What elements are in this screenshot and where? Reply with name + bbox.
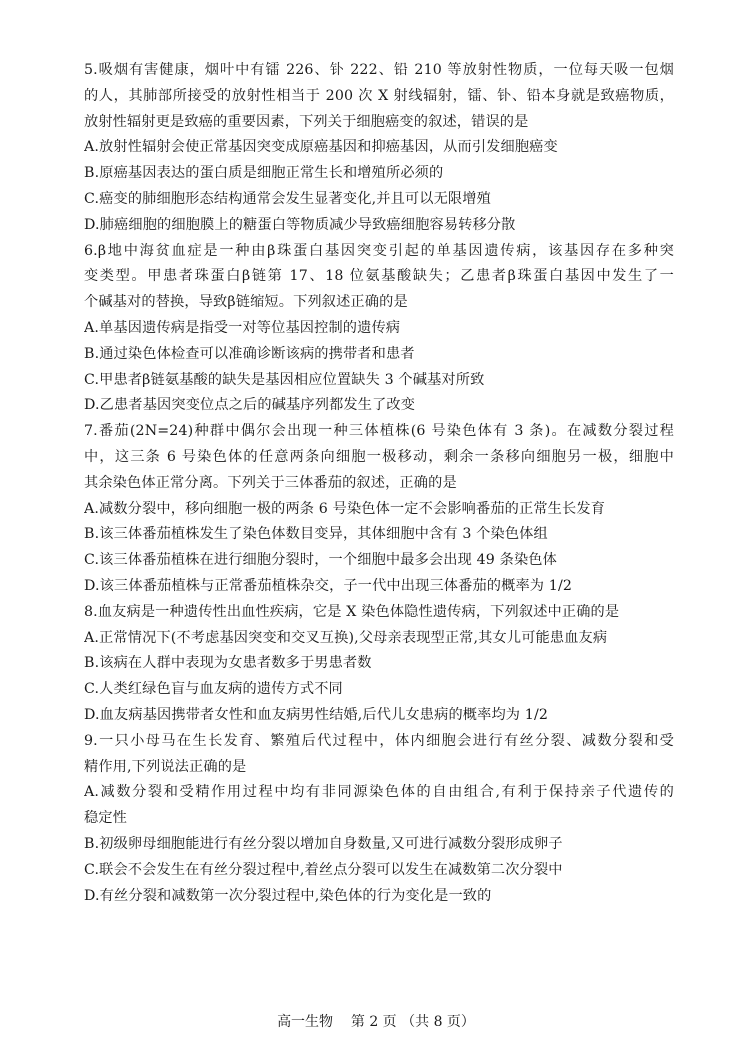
exam-content — [84, 58, 674, 909]
question-5-stem-line-1: 5.吸烟有害健康，烟叶中有镭 226、钋 222、铅 210 等放射性物质，一位每天吸一包烟 — [84, 62, 674, 78]
question-7-option-d: D.该三体番茄植株与正常番茄植株杂交，子一代中出现三体番茄的概率为 1/2 — [84, 577, 573, 594]
question-9-stem-line-2: 精作用,下列说法正确的是 — [84, 758, 247, 775]
question-5-option-d: D.肺癌细胞的细胞膜上的糖蛋白等物质减少导致癌细胞容易转移分散 — [84, 216, 516, 233]
question-6-option-c: C.甲患者β链氨基酸的缺失是基因相应位置缺失 3 个碱基对所致 — [84, 371, 485, 388]
question-9 — [84, 729, 674, 910]
question-9-option-b: B.初级卵母细胞能进行有丝分裂以增加自身数量,又可进行减数分裂形成卵子 — [84, 835, 563, 852]
question-6-option-a: A.单基因遗传病是指受一对等位基因控制的遗传病 — [84, 319, 401, 336]
question-5-option-c: C.癌变的肺细胞形态结构通常会发生显著变化,并且可以无限增殖 — [84, 190, 491, 207]
question-8-option-a: A.正常情况下(不考虑基因突变和交叉互换),父母亲表现型正常,其女儿可能患血友病 — [84, 629, 608, 646]
question-8-option-d: D.血友病基因携带者女性和血友病男性结婚,后代儿女患病的概率均为 1/2 — [84, 706, 549, 723]
question-6-option-d: D.乙患者基因突变位点之后的碱基序列都发生了改变 — [84, 397, 416, 414]
question-9-stem-line-1: 9.一只小母马在生长发育、繁殖后代过程中，体内细胞会进行有丝分裂、减数分裂和受 — [84, 732, 674, 749]
question-8-stem-line-1: 8.血友病是一种遗传性出血性疾病，它是 X 染色体隐性遗传病，下列叙述中正确的是 — [84, 603, 620, 620]
question-5-stem-line-2: 的人，其肺部所接受的放射性相当于 200 次 X 射线辐射，镭、钋、铅本身就是致癌物质， — [84, 87, 674, 104]
question-6-option-b: B.通过染色体检查可以准确诊断该病的携带者和患者 — [84, 345, 415, 362]
question-6-stem-line-2: 变类型。甲患者珠蛋白β链第 17、18 位氨基酸缺失；乙患者β珠蛋白基因中发生了一 — [84, 268, 674, 285]
question-7-option-b: B.该三体番茄植株发生了染色体数目变异，其体细胞中含有 3 个染色体组 — [84, 526, 548, 543]
question-9-option-d: D.有丝分裂和减数第一次分裂过程中,染色体的行为变化是一致的 — [84, 887, 492, 904]
question-7-option-c: C.该三体番茄植株在进行细胞分裂时，一个细胞中最多会出现 49 条染色体 — [84, 552, 557, 569]
question-6 — [84, 239, 674, 420]
question-7-stem-line-1: 7.番茄(2N=24)种群中偶尔会出现一种三体植株(6 号染色体有 3 条)。在减数分裂过程 — [84, 423, 674, 440]
page-footer: 高一生物 第 2 页 （共 8 页） — [277, 1014, 475, 1030]
question-8-option-c: C.人类红绿色盲与血友病的遗传方式不同 — [84, 681, 343, 698]
question-7-option-a: A.减数分裂中，移向细胞一极的两条 6 号染色体一定不会影响番茄的正常生长发育 — [84, 500, 606, 517]
question-8-option-b: B.该病在人群中表现为女患者数多于男患者数 — [84, 655, 372, 672]
question-5 — [84, 58, 674, 239]
question-7 — [84, 419, 674, 600]
question-6-stem-line-3: 个碱基对的替换，导致β链缩短。下列叙述正确的是 — [84, 294, 408, 311]
question-5-option-a: A.放射性辐射会使正常基因突变成原癌基因和抑癌基因，从而引发细胞癌变 — [84, 139, 558, 156]
question-5-stem-line-3: 放射性辐射更是致癌的重要因素，下列关于细胞癌变的叙述，错误的是 — [84, 113, 529, 130]
question-7-stem-line-3: 其余染色体正常分离。下列关于三体番茄的叙述，正确的是 — [84, 474, 457, 491]
question-6-stem-line-1: 6.β地中海贫血症是一种由β珠蛋白基因突变引起的单基因遗传病，该基因存在多种突 — [84, 242, 674, 259]
question-5-option-b: B.原癌基因表达的蛋白质是细胞正常生长和增殖所必须的 — [84, 165, 444, 182]
question-9-option-c: C.联会不会发生在有丝分裂过程中,着丝点分裂可以发生在减数第二次分裂中 — [84, 861, 563, 878]
question-9-option-a-line-2: 稳定性 — [84, 810, 128, 827]
question-7-stem-line-2: 中，这三条 6 号染色体的任意两条向细胞一极移动，剩余一条移向细胞另一极，细胞中 — [84, 448, 674, 465]
question-9-option-a-line-1: A.减数分裂和受精作用过程中均有非同源染色体的自由组合,有利于保持亲子代遗传的 — [84, 784, 674, 801]
question-8 — [84, 600, 674, 729]
